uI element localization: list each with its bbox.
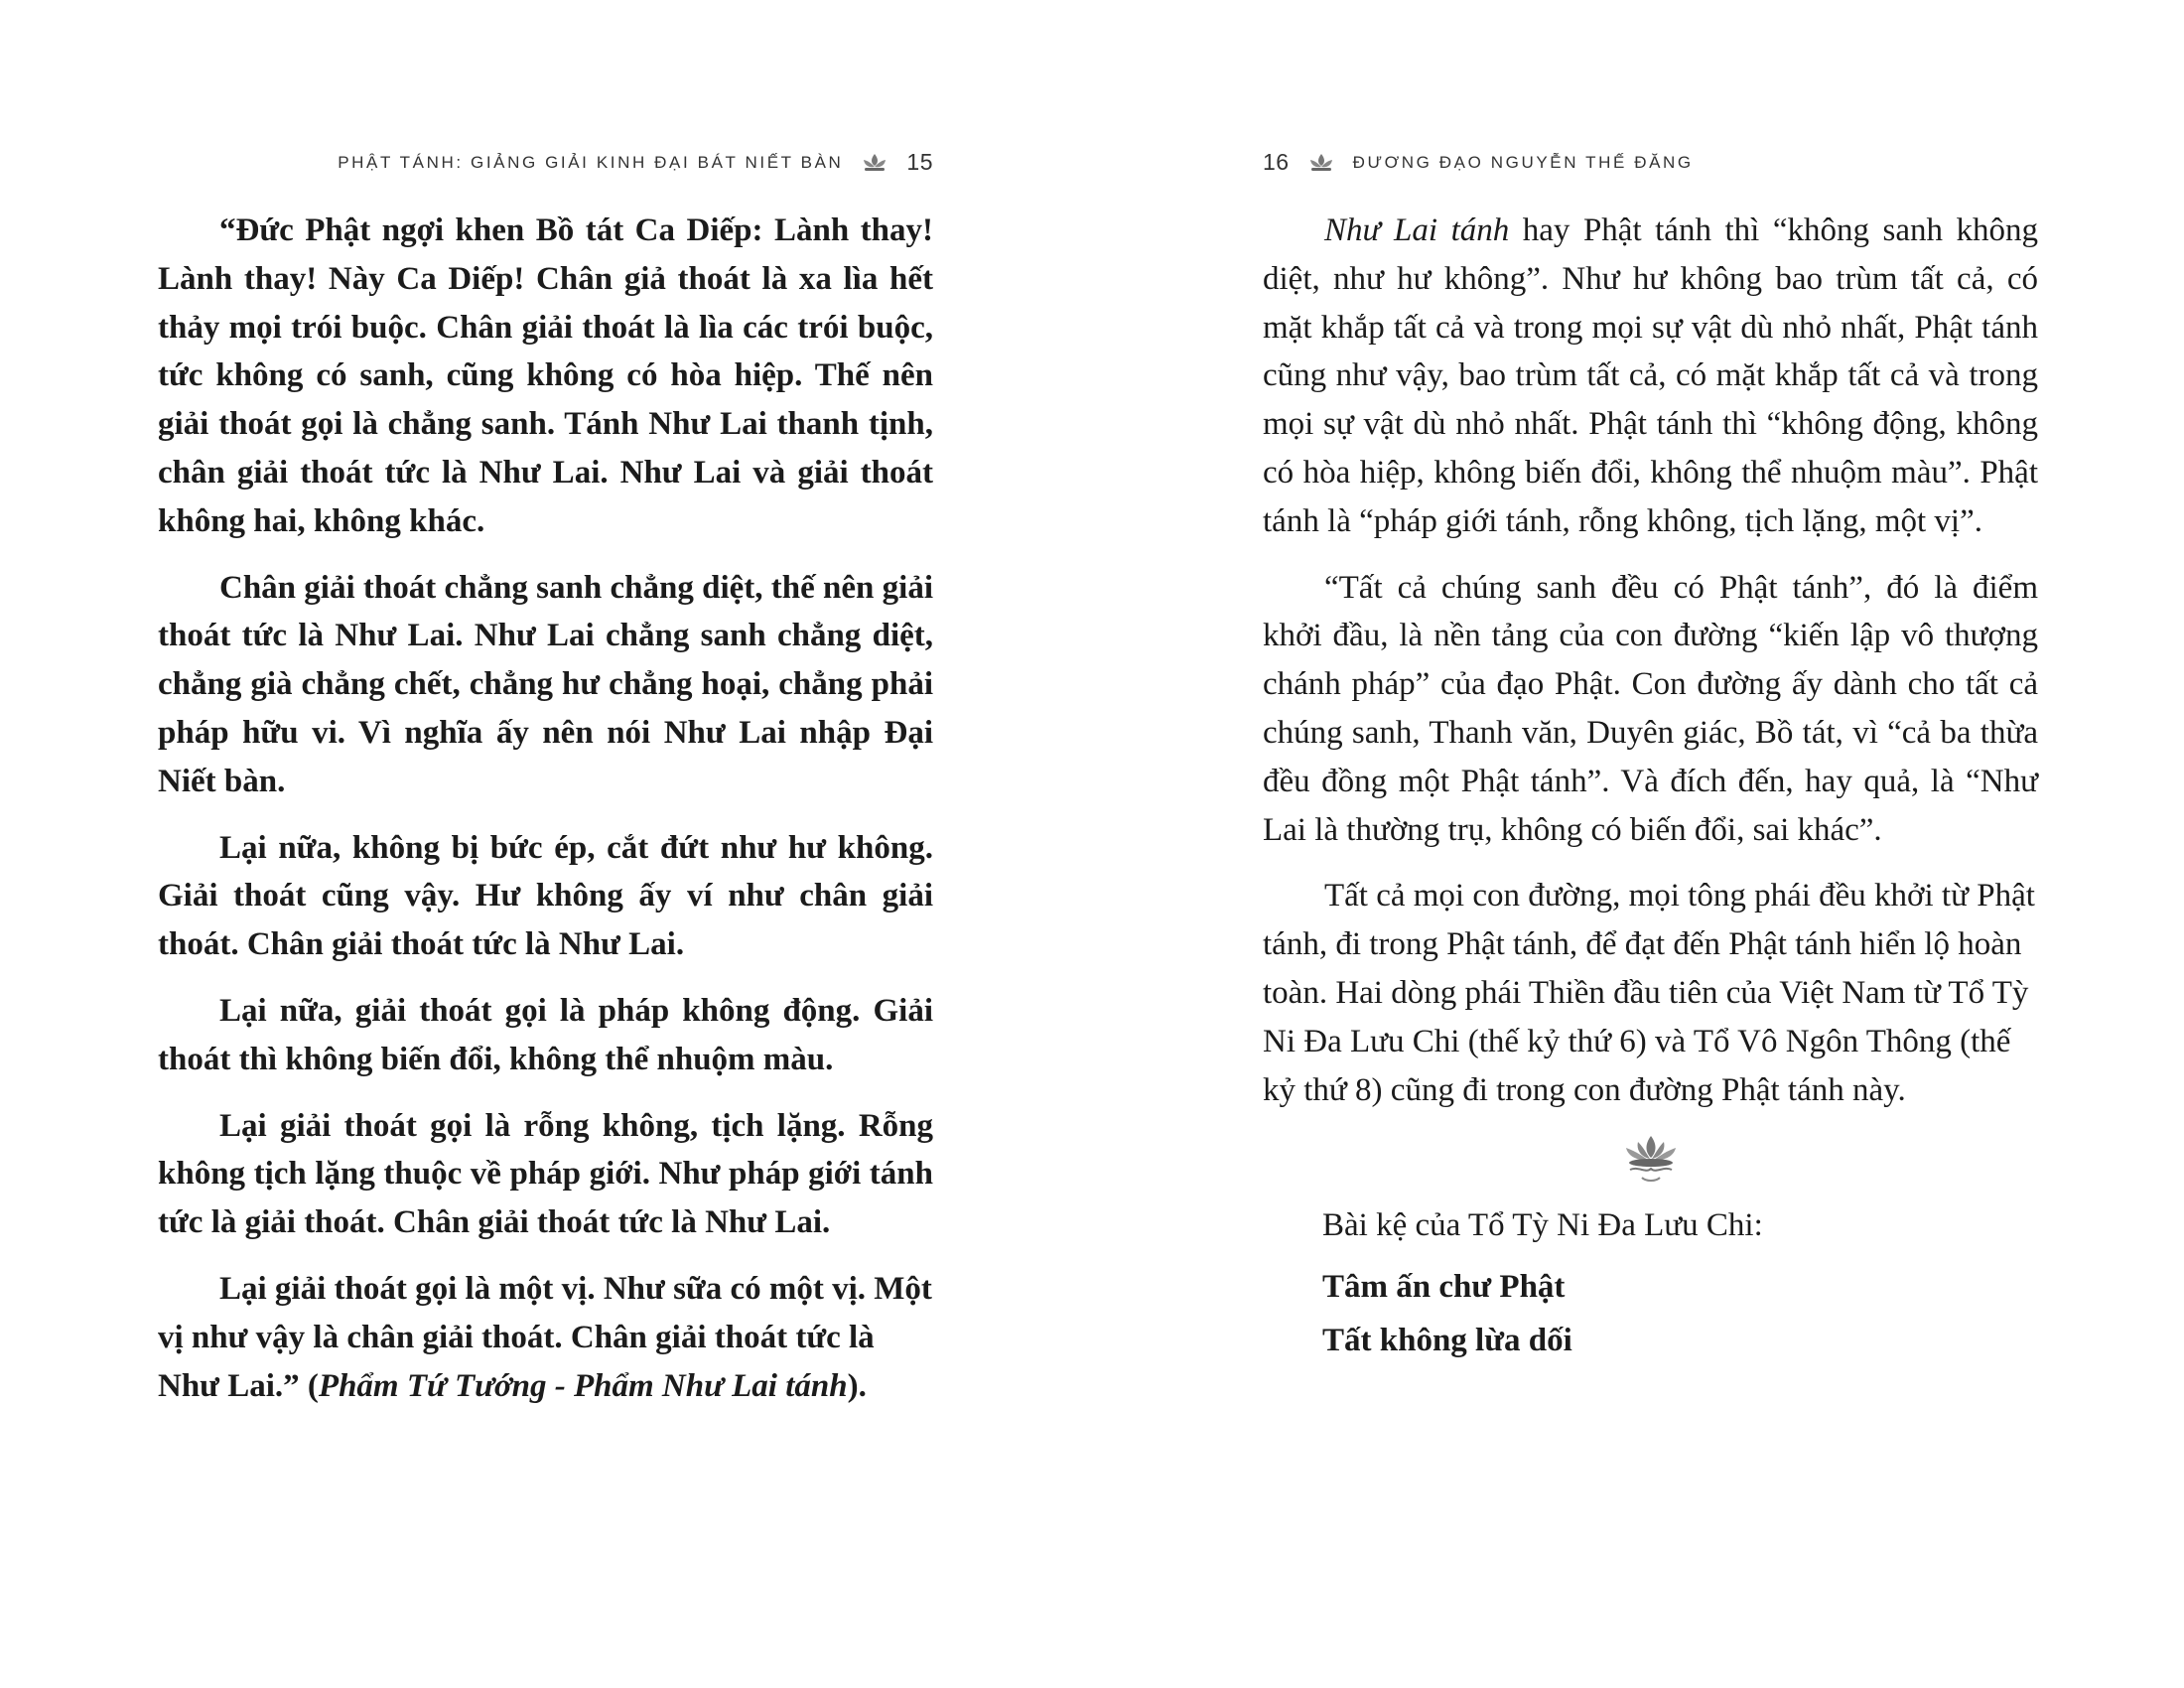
paragraph: Lại nữa, không bị bức ép, cắt đứt như hư không. Giải thoát cũng vậy. Hư không ấy ví như chân giải thoát. Chân giải thoát tức là Như Lai. bbox=[158, 829, 933, 963]
body-text bbox=[158, 207, 933, 1428]
citation: Phẩm Tứ Tướng - Phẩm Như Lai tánh bbox=[318, 1367, 848, 1404]
paragraph: Chân giải thoát chẳng sanh chẳng diệt, thế nên giải thoát tức là Như Lai. Như Lai chẳng sanh chẳng diệt, chẳng già chẳng chết, chẳng hư chẳng hoại, chẳng phải pháp hữu vi. Vì nghĩa ấy nên nói Như Lai nhập Đại Niết bàn. bbox=[158, 569, 933, 799]
page-number: 15 bbox=[906, 149, 933, 175]
verse-intro: Bài kệ của Tổ Tỳ Ni Đa Lưu Chi: bbox=[1322, 1207, 1763, 1244]
paragraph: Tất cả mọi con đường, mọi tông phái đều khởi từ Phật tánh, đi trong Phật tánh, để đạt đến Phật tánh hiển lộ hoàn toàn. Hai dòng phái Thiền đầu tiên của Việt Nam từ Tổ Tỳ Ni Đa Lưu Chi (thế kỷ thứ 6) và Tổ Vô Ngôn Thông (thế kỷ thứ 8) cũng đi trong con đường Phật tánh này. bbox=[1263, 878, 2035, 1108]
right-page bbox=[1092, 0, 2184, 1688]
emphasis-term: Như Lai tánh bbox=[1324, 212, 1510, 248]
running-title: ĐƯƠNG ĐẠO NGUYỄN THẾ ĐĂNG bbox=[1352, 152, 1694, 172]
running-title: PHẬT TÁNH: GIẢNG GIẢI KINH ĐẠI BÁT NIẾT BÀN bbox=[338, 152, 844, 172]
paragraph: “Tất cả chúng sanh đều có Phật tánh”, đó là điểm khởi đầu, là nền tảng của con đường “kiến lập vô thượng chánh pháp” của đạo Phật. Con đường ấy dành cho tất cả chúng sanh, Thanh văn, Duyên giác, Bồ tát, vì “cả ba thừa đều đồng một Phật tánh”. Và đích đến, hay quả, là “Như Lai là thường trụ, không có biến đổi, sai khác”. bbox=[1263, 569, 2038, 848]
page-header bbox=[338, 149, 933, 176]
verse-line: Tâm ấn chư Phật bbox=[1322, 1269, 1566, 1306]
page-number: 16 bbox=[1263, 149, 1290, 175]
lotus-icon bbox=[861, 152, 888, 174]
paragraph bbox=[1263, 207, 2038, 546]
lotus-icon bbox=[1307, 152, 1335, 174]
lotus-ornament-icon bbox=[1618, 1132, 1684, 1188]
section-ornament bbox=[1263, 1132, 2038, 1188]
paragraph-text: hay Phật tánh thì “không sanh không diệt, như hư không”. Như hư không bao trùm tất cả, có mặt khắp tất cả và trong mọi sự vật dù nhỏ nhất, Phật tánh cũng như vậy, bao trùm tất cả, có mặt khắp tất cả và trong mọi sự vật dù nhỏ nhất. Phật tánh thì “không động, không có hòa hiệp, không biến đổi, không thể nhuộm màu”. Phật tánh là “pháp giới tánh, rỗng không, tịch lặng, một vị”. bbox=[1263, 212, 2038, 539]
paragraph: “Đức Phật ngợi khen Bồ tát Ca Diếp: Lành thay! Lành thay! Này Ca Diếp! Chân giả thoát là xa lìa hết thảy mọi trói buộc. Chân giải thoát là lìa các trói buộc, tức không có sanh, cũng không có hòa hiệp. Thế nên giải thoát gọi là chẳng sanh. Tánh Như Lai thanh tịnh, chân giải thoát tức là Như Lai. Như Lai và giải thoát không hai, không khác. bbox=[158, 212, 933, 539]
paragraph: Lại giải thoát gọi là rỗng không, tịch lặng. Rỗng không tịch lặng thuộc về pháp giới. Như pháp giới tánh tức là giải thoát. Chân giải thoát tức là Như Lai. bbox=[158, 1107, 933, 1241]
paragraph-with-citation bbox=[158, 1265, 933, 1410]
page-header bbox=[1263, 149, 1694, 176]
paragraph-text: Lại giải thoát gọi là một vị. Như sữa có một vị. Một vị như vậy là chân giải thoát. Chân giải thoát tức là Như Lai.” ( bbox=[158, 1270, 932, 1404]
verse-line: Tất không lừa dối bbox=[1322, 1323, 1572, 1359]
citation-closing: ). bbox=[847, 1367, 867, 1404]
body-text bbox=[1263, 207, 2038, 1367]
paragraph: Lại nữa, giải thoát gọi là pháp không động. Giải thoát thì không biến đổi, không thể nhuộm màu. bbox=[158, 992, 933, 1077]
